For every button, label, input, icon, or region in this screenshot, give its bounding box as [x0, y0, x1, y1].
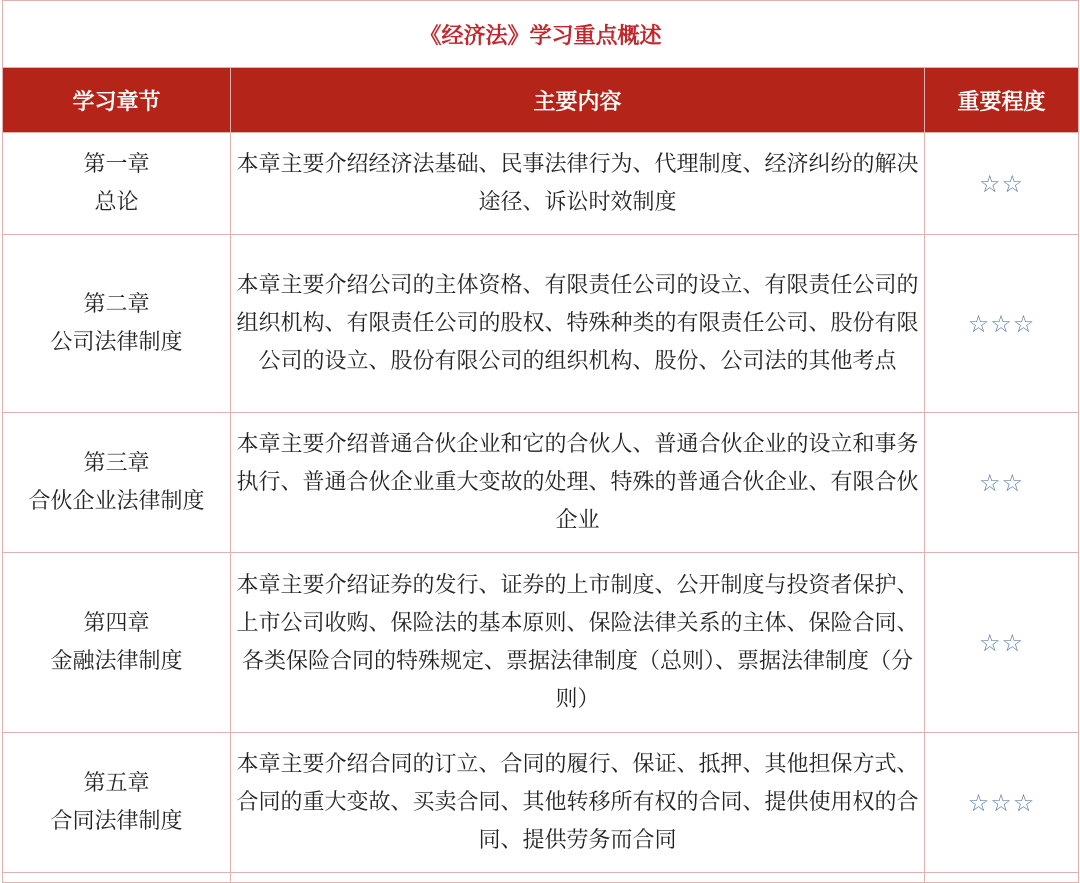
- chapter-name: 总论: [94, 189, 139, 215]
- chapter-cell: [3, 413, 231, 553]
- chapter-name: 公司法律制度: [50, 329, 183, 355]
- table-row: [3, 553, 1079, 733]
- chapter-cell: [3, 553, 231, 733]
- chapter-cell: [3, 133, 231, 235]
- importance-stars: ☆☆: [925, 553, 1079, 733]
- content-cell: 本章主要介绍证券的发行、证券的上市制度、公开制度与投资者保护、上市公司收购、保险法的基本原则、保险法律关系的主体、保险合同、各类保险合同的特殊规定、票据法律制度（总则）、票据法律制度（分则）: [231, 553, 925, 733]
- table-row: [3, 235, 1079, 413]
- table-row: [3, 413, 1079, 553]
- chapter-name: 合同法律制度: [50, 808, 183, 834]
- chapter-name: 合伙企业法律制度: [28, 488, 205, 514]
- table-row: [3, 733, 1079, 873]
- header-chapter: 学习章节: [3, 68, 231, 133]
- importance-stars: ☆☆☆: [925, 733, 1079, 873]
- content-cell: 本章主要介绍合同的订立、合同的履行、保证、抵押、其他担保方式、合同的重大变故、买卖合同、其他转移所有权的合同、提供使用权的合同、提供劳务而合同: [231, 733, 925, 873]
- content-cell: 本章主要介绍普通合伙企业和它的合伙人、普通合伙企业的设立和事务执行、普通合伙企业重大变故的处理、特殊的普通合伙企业、有限合伙企业: [231, 413, 925, 553]
- chapter-cell: [3, 733, 231, 873]
- chapter-cell: [3, 235, 231, 413]
- table-title: 《经济法》学习重点概述: [3, 1, 1079, 68]
- chapter-number: 第二章: [83, 291, 150, 317]
- content-cell: 本章主要介绍公司的主体资格、有限责任公司的设立、有限责任公司的组织机构、有限责任公司的股权、特殊种类的有限责任公司、股份有限公司的设立、股份有限公司的组织机构、股份、公司法的其他考点: [231, 235, 925, 413]
- chapter-number: 第五章: [83, 770, 150, 796]
- header-content: 主要内容: [231, 68, 925, 133]
- table-row-partial: [3, 873, 1079, 883]
- chapter-number: 第三章: [83, 450, 150, 476]
- importance-stars: ☆☆: [925, 133, 1079, 235]
- chapter-name: 金融法律制度: [50, 648, 183, 674]
- content-cell: 本章主要介绍经济法基础、民事法律行为、代理制度、经济纠纷的解决途径、诉讼时效制度: [231, 133, 925, 235]
- header-importance: 重要程度: [925, 68, 1079, 133]
- importance-stars: ☆☆☆: [925, 235, 1079, 413]
- chapter-number: 第四章: [83, 610, 150, 636]
- importance-stars: ☆☆: [925, 413, 1079, 553]
- chapter-number: 第一章: [83, 151, 150, 177]
- study-summary-table: [2, 0, 1079, 883]
- table-row: [3, 133, 1079, 235]
